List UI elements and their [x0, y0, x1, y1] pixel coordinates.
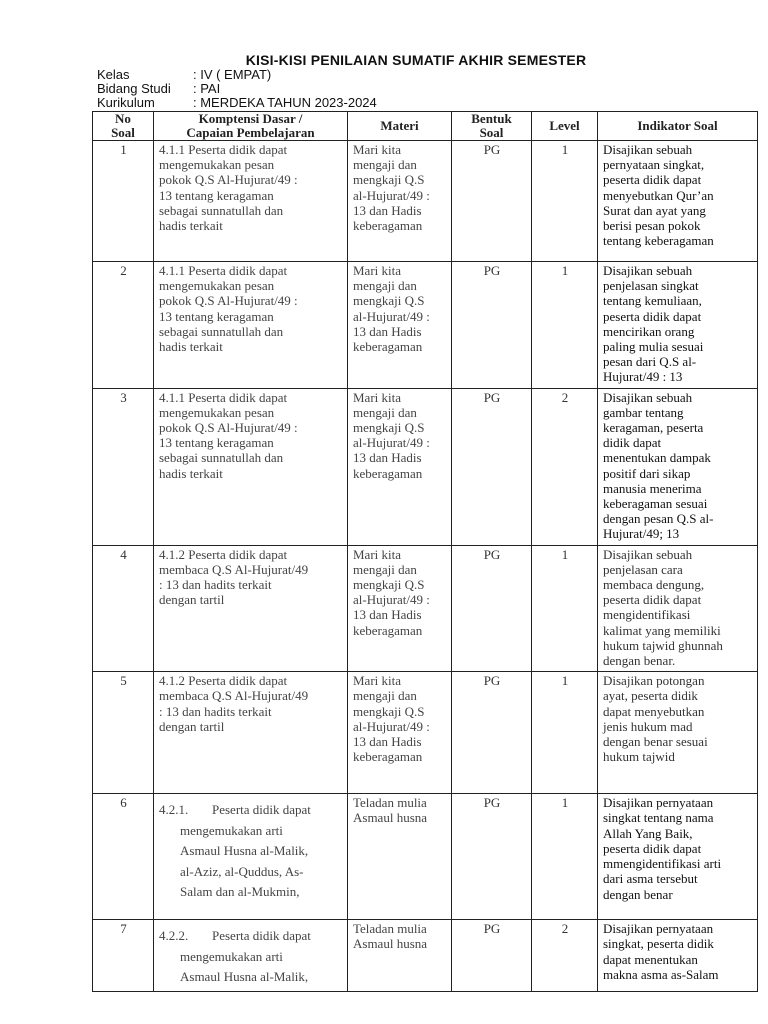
- indikator-line: penjelasan singkat: [603, 278, 699, 294]
- materi-line: al-Hujurat/49 :: [353, 718, 430, 734]
- header-kompetensi: [154, 112, 348, 141]
- indikator-line: singkat, peserta didik: [603, 936, 714, 952]
- cell-bentuk-soal: PG: [452, 920, 532, 992]
- materi-line: 13 dan Hadis: [353, 734, 422, 750]
- indikator-line: keberagaman sesuai: [603, 496, 708, 512]
- materi-line: al-Hujurat/49 :: [353, 308, 430, 324]
- indikator-line: menyebutkan Qur’an: [603, 187, 714, 203]
- header-materi: Materi: [348, 112, 452, 141]
- materi-line: mengkaji Q.S: [353, 172, 425, 188]
- indikator-line: hukum tajwid: [603, 749, 675, 765]
- materi-line: Mari kita: [353, 263, 402, 278]
- kd-line: al-Aziz, al-Quddus, As-: [180, 863, 304, 879]
- indikator-line: manusia menerima: [603, 480, 702, 496]
- cell-indikator-soal: [598, 262, 758, 389]
- kd-line: hadis terkait: [159, 218, 223, 234]
- cell-bentuk-soal: PG: [452, 794, 532, 920]
- cell-indikator-soal: [598, 545, 758, 672]
- cell-indikator-soal: [598, 672, 758, 794]
- indikator-line: pernyataan singkat,: [603, 157, 705, 173]
- table-body: [93, 141, 758, 992]
- materi-line: mengaji dan: [353, 561, 417, 577]
- indikator-line: jenis hukum mad: [603, 718, 693, 734]
- indikator-line: penjelasan cara: [603, 561, 683, 577]
- materi-line: mengkaji Q.S: [353, 420, 425, 436]
- meta-value: : IV ( EMPAT): [193, 67, 272, 82]
- kd-line: 4.1.2 Peserta didik dapat: [159, 673, 288, 689]
- kd-line: mengemukakan pesan: [159, 404, 275, 420]
- cell-materi: [348, 794, 452, 920]
- cell-no-soal: 2: [93, 262, 154, 389]
- kd-line: sebagai sunnatullah dan: [159, 202, 284, 218]
- cell-indikator-soal: [598, 388, 758, 545]
- kd-line: hadis terkait: [159, 339, 223, 355]
- indikator-line: mmengidentifikasi arti: [603, 856, 722, 872]
- indikator-line: Hujurat/49; 13: [603, 526, 680, 542]
- materi-line: mengkaji Q.S: [353, 293, 425, 309]
- document-title: KISI-KISI PENILAIAN SUMATIF AKHIR SEMESTER: [245, 52, 587, 68]
- cell-no-soal: 3: [93, 388, 154, 545]
- meta-label: Bidang Studi: [97, 81, 171, 96]
- meta-value: : MERDEKA TAHUN 2023-2024: [193, 95, 377, 110]
- materi-line: mengkaji Q.S: [353, 703, 425, 719]
- cell-level: 1: [532, 672, 598, 794]
- cell-kompetensi: [154, 141, 348, 262]
- header-text: Soal: [479, 125, 504, 140]
- kd-line: hadis terkait: [159, 465, 223, 481]
- indikator-line: Disajikan sebuah: [603, 142, 693, 157]
- kd-line: Asmaul Husna al-Malik,: [180, 843, 309, 859]
- indikator-line: gambar tentang: [603, 404, 684, 420]
- indikator-line: positif dari sikap: [603, 465, 691, 481]
- table-header-row: [93, 112, 758, 141]
- materi-line: Asmaul husna: [353, 936, 428, 952]
- materi-line: keberagaman: [353, 218, 423, 234]
- cell-no-soal: 7: [93, 920, 154, 992]
- table-row: [93, 388, 758, 545]
- kd-line: mengemukakan arti: [180, 822, 283, 838]
- kd-line: pokok Q.S Al-Hujurat/49 :: [159, 172, 298, 188]
- cell-level: 1: [532, 262, 598, 389]
- materi-line: 13 dan Hadis: [353, 323, 422, 339]
- header-text: Bentuk: [471, 111, 512, 126]
- indikator-line: kalimat yang memiliki: [603, 622, 721, 638]
- kd-line: Asmaul Husna al-Malik,: [180, 969, 309, 985]
- materi-line: mengaji dan: [353, 404, 417, 420]
- kd-line: 13 tentang keragaman: [159, 308, 274, 324]
- materi-line: Mari kita: [353, 142, 402, 157]
- indikator-line: dengan benar sesuai: [603, 734, 708, 750]
- materi-line: Mari kita: [353, 389, 402, 405]
- kd-line: [159, 926, 343, 947]
- kd-line: [159, 800, 343, 821]
- materi-line: mengkaji Q.S: [353, 577, 425, 593]
- cell-indikator-soal: [598, 920, 758, 992]
- materi-line: 13 dan Hadis: [353, 607, 422, 623]
- cell-materi: [348, 545, 452, 672]
- table-row: [93, 920, 758, 992]
- kd-line: mengemukakan arti: [180, 948, 283, 964]
- kd-line: membaca Q.S Al-Hujurat/49: [159, 688, 309, 704]
- kd-text: Peserta didik dapat: [212, 802, 311, 818]
- table-row: [93, 794, 758, 920]
- cell-kompetensi: [154, 388, 348, 545]
- kd-line: 4.1.1 Peserta didik dapat: [159, 263, 288, 278]
- materi-line: al-Hujurat/49 :: [353, 435, 430, 451]
- materi-line: keberagaman: [353, 622, 423, 638]
- cell-level: 2: [532, 388, 598, 545]
- table-row: [93, 262, 758, 389]
- cell-bentuk-soal: PG: [452, 388, 532, 545]
- materi-line: Mari kita: [353, 673, 402, 689]
- cell-indikator-soal: [598, 141, 758, 262]
- indikator-line: peserta didik dapat: [603, 840, 702, 856]
- kd-line: sebagai sunnatullah dan: [159, 323, 284, 339]
- indikator-line: dapat menentukan: [603, 951, 698, 967]
- indikator-line: hukum tajwid ghunnah: [603, 637, 723, 653]
- meta-label: Kurikulum: [97, 95, 155, 110]
- cell-kompetensi: [154, 262, 348, 389]
- kd-line: membaca Q.S Al-Hujurat/49: [159, 561, 309, 577]
- indikator-line: keragaman, peserta: [603, 420, 704, 436]
- indikator-line: tentang keberagaman: [603, 233, 714, 249]
- meta-value: : PAI: [193, 81, 221, 96]
- indikator-line: didik dapat: [603, 435, 662, 451]
- kd-number: 4.2.1.: [159, 802, 189, 818]
- kd-line: pokok Q.S Al-Hujurat/49 :: [159, 293, 298, 309]
- meta-row-bidang-studi: [97, 82, 377, 96]
- materi-line: mengaji dan: [353, 688, 417, 704]
- cell-no-soal: 1: [93, 141, 154, 262]
- indikator-line: Disajikan potongan: [603, 673, 705, 689]
- cell-no-soal: 6: [93, 794, 154, 920]
- kd-line: 13 tentang keragaman: [159, 187, 274, 203]
- cell-bentuk-soal: PG: [452, 672, 532, 794]
- header-text: Komptensi Dasar /: [198, 111, 303, 126]
- kd-line: pokok Q.S Al-Hujurat/49 :: [159, 420, 298, 436]
- indikator-line: Disajikan pernyataan: [603, 921, 714, 937]
- indikator-line: Hujurat/49 : 13: [603, 369, 683, 385]
- materi-line: al-Hujurat/49 :: [353, 592, 430, 608]
- cell-level: 1: [532, 545, 598, 672]
- indikator-line: membaca dengung,: [603, 577, 705, 593]
- kd-line: dengan tartil: [159, 592, 225, 608]
- indikator-line: peserta didik dapat: [603, 592, 702, 608]
- meta-row-kurikulum: [97, 96, 377, 110]
- indikator-line: Allah Yang Baik,: [603, 825, 693, 841]
- meta-label: Kelas: [97, 67, 130, 82]
- header-no-soal: [93, 112, 154, 141]
- materi-line: al-Hujurat/49 :: [353, 187, 430, 203]
- kd-line: Salam dan al-Mukmin,: [180, 884, 300, 900]
- materi-line: keberagaman: [353, 465, 423, 481]
- indikator-line: dapat menyebutkan: [603, 703, 705, 719]
- indikator-line: peserta didik dapat: [603, 172, 702, 188]
- kd-number: 4.2.2.: [159, 928, 189, 944]
- kd-line: 4.1.1 Peserta didik dapat: [159, 142, 288, 157]
- kd-line: : 13 dan hadits terkait: [159, 577, 272, 593]
- materi-line: Teladan mulia: [353, 795, 427, 811]
- indikator-line: pesan dari Q.S al-: [603, 354, 697, 370]
- header-text: Soal: [111, 125, 135, 140]
- indikator-line: dari asma tersebut: [603, 871, 698, 887]
- materi-line: 13 dan Hadis: [353, 202, 422, 218]
- header-level: Level: [532, 112, 598, 141]
- materi-line: 13 dan Hadis: [353, 450, 422, 466]
- indikator-line: dengan benar.: [603, 653, 676, 669]
- indikator-line: singkat tentang nama: [603, 810, 714, 826]
- cell-materi: [348, 141, 452, 262]
- indikator-line: Disajikan sebuah: [603, 263, 693, 278]
- cell-materi: [348, 672, 452, 794]
- materi-line: mengaji dan: [353, 278, 417, 294]
- kd-line: dengan tartil: [159, 718, 225, 734]
- indikator-line: Disajikan sebuah: [603, 389, 693, 405]
- materi-line: Mari kita: [353, 546, 402, 562]
- indikator-line: paling mulia sesuai: [603, 339, 704, 355]
- indikator-line: berisi pesan pokok: [603, 218, 701, 234]
- document-meta: [97, 68, 377, 110]
- kd-line: : 13 dan hadits terkait: [159, 703, 272, 719]
- cell-indikator-soal: [598, 794, 758, 920]
- indikator-line: Surat dan ayat yang: [603, 202, 706, 218]
- indikator-line: menentukan dampak: [603, 450, 711, 466]
- indikator-line: mengidentifikasi: [603, 607, 691, 623]
- cell-kompetensi: [154, 794, 348, 920]
- cell-level: 1: [532, 141, 598, 262]
- indikator-line: Disajikan pernyataan: [603, 795, 714, 811]
- table-row: [93, 672, 758, 794]
- cell-bentuk-soal: PG: [452, 545, 532, 672]
- cell-level: 1: [532, 794, 598, 920]
- indikator-line: dengan pesan Q.S al-: [603, 511, 714, 527]
- kd-text: Peserta didik dapat: [212, 928, 311, 944]
- kd-line: sebagai sunnatullah dan: [159, 450, 284, 466]
- kd-line: 4.1.2 Peserta didik dapat: [159, 546, 288, 562]
- header-text: No: [115, 111, 131, 126]
- header-bentuk-soal: [452, 112, 532, 141]
- kd-line: mengemukakan pesan: [159, 157, 275, 173]
- indikator-line: tentang kemuliaan,: [603, 293, 702, 309]
- table-row: [93, 545, 758, 672]
- kd-line: 13 tentang keragaman: [159, 435, 274, 451]
- cell-materi: [348, 388, 452, 545]
- cell-kompetensi: [154, 672, 348, 794]
- materi-line: mengaji dan: [353, 157, 417, 173]
- indikator-line: makna asma as-Salam: [603, 966, 719, 982]
- header-text: Capaian Pembelajaran: [186, 125, 315, 140]
- kd-line: 4.1.1 Peserta didik dapat: [159, 389, 288, 405]
- cell-no-soal: 4: [93, 545, 154, 672]
- cell-no-soal: 5: [93, 672, 154, 794]
- materi-line: Teladan mulia: [353, 921, 427, 937]
- materi-line: Asmaul husna: [353, 810, 428, 826]
- header-indikator-soal: Indikator Soal: [598, 112, 758, 141]
- indikator-line: mencirikan orang: [603, 323, 695, 339]
- indikator-line: dengan benar: [603, 886, 673, 902]
- indikator-line: ayat, peserta didik: [603, 688, 698, 704]
- indikator-line: peserta didik dapat: [603, 308, 702, 324]
- cell-kompetensi: [154, 920, 348, 992]
- cell-kompetensi: [154, 545, 348, 672]
- cell-materi: [348, 262, 452, 389]
- cell-materi: [348, 920, 452, 992]
- kisi-kisi-table: [92, 111, 758, 992]
- materi-line: keberagaman: [353, 339, 423, 355]
- indikator-line: Disajikan sebuah: [603, 546, 693, 562]
- cell-bentuk-soal: PG: [452, 141, 532, 262]
- kd-line: mengemukakan pesan: [159, 278, 275, 294]
- cell-bentuk-soal: PG: [452, 262, 532, 389]
- cell-level: 2: [532, 920, 598, 992]
- table-row: [93, 141, 758, 262]
- meta-row-kelas: [97, 68, 377, 82]
- materi-line: keberagaman: [353, 749, 423, 765]
